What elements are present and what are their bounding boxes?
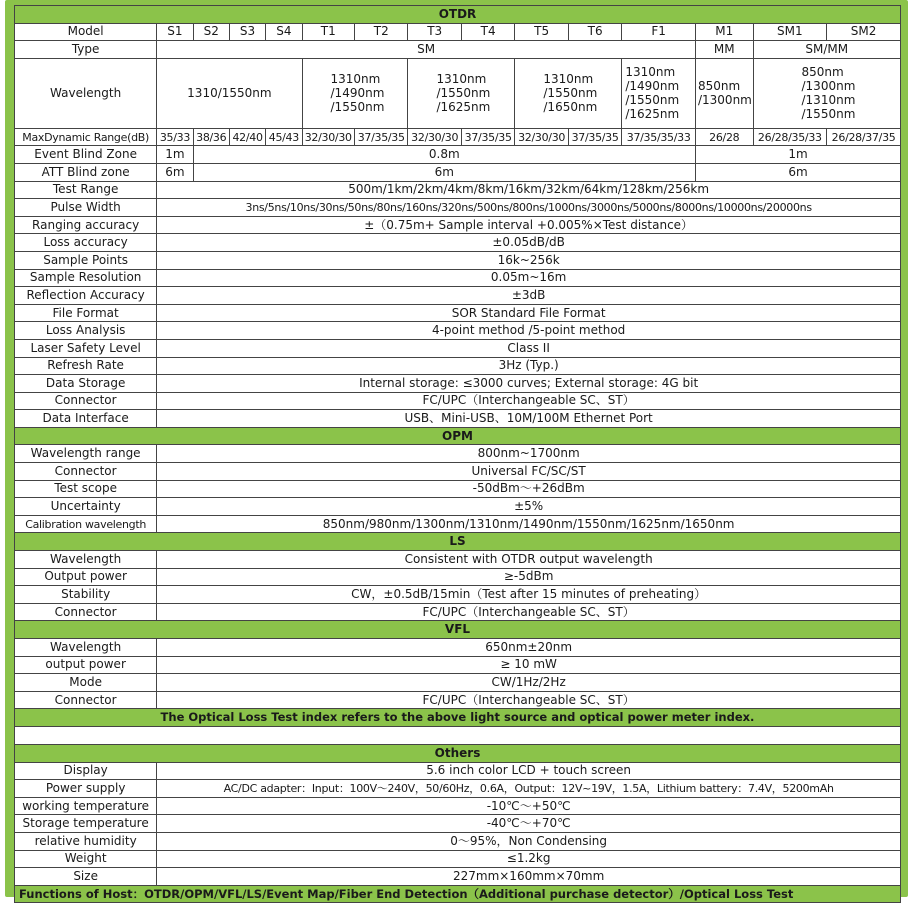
att-blind-right: 6m <box>695 163 900 181</box>
spec-row <box>15 868 901 886</box>
section-title-opm: OPM <box>15 427 901 445</box>
row-label: Loss accuracy <box>15 234 157 252</box>
spec-row <box>15 515 901 533</box>
row-value: -40℃～+70℃ <box>157 815 901 833</box>
dynamic-cell: 32/30/30 <box>515 128 568 146</box>
wavelength-m1 <box>695 58 753 128</box>
wavelength-f1 <box>622 58 696 128</box>
wavelength-line: /1300nm <box>697 93 752 108</box>
model-cell: T6 <box>568 23 621 41</box>
spec-row <box>15 304 901 322</box>
spec-row <box>15 656 901 674</box>
model-cell: T2 <box>354 23 407 41</box>
spec-row <box>15 762 901 780</box>
wavelength-line: /1625nm <box>625 107 680 122</box>
row-label: Data Interface <box>15 410 157 428</box>
otdr-section-row <box>15 6 901 24</box>
model-cell: S3 <box>229 23 265 41</box>
spec-row <box>15 551 901 569</box>
event-blind-mid: 0.8m <box>193 146 695 164</box>
spec-row <box>15 568 901 586</box>
row-value: ±（0.75m+ Sample interval +0.005%×Test distance） <box>157 216 901 234</box>
row-value: 227mm×160mm×70mm <box>157 868 901 886</box>
spec-row <box>15 463 901 481</box>
section-title-otdr: OTDR <box>15 6 901 24</box>
row-value: ≥ 10 mW <box>157 656 901 674</box>
spec-row <box>15 375 901 393</box>
dynamic-cell: 26/28/37/35 <box>827 128 901 146</box>
row-label: Refresh Rate <box>15 357 157 375</box>
dynamic-range-row <box>15 128 901 146</box>
spec-row <box>15 199 901 217</box>
row-value: -10℃～+50℃ <box>157 797 901 815</box>
row-value: 3ns/5ns/10ns/30ns/50ns/80ns/160ns/320ns/500ns/800ns/1000ns/3000ns/5000ns/8000ns/10000ns/20000ns <box>157 199 901 217</box>
wavelength-line: /1550nm <box>543 86 598 101</box>
spec-row <box>15 410 901 428</box>
model-cell: T3 <box>408 23 461 41</box>
model-cell: SM1 <box>753 23 827 41</box>
spec-row <box>15 269 901 287</box>
row-value: AC/DC adapter：Input：100V～240V，50/60Hz，0.6A，Output：12V~19V，1.5A，Lithium battery：7.4V，5200mAh <box>157 780 901 798</box>
section-title-ls: LS <box>15 533 901 551</box>
row-label: Output power <box>15 568 157 586</box>
row-label: Ranging accuracy <box>15 216 157 234</box>
spec-row <box>15 780 901 798</box>
dynamic-cell: 26/28/35/33 <box>753 128 827 146</box>
row-label: Calibration wavelength <box>15 515 157 533</box>
spec-row <box>15 287 901 305</box>
row-value: FC/UPC（Interchangeable SC、ST） <box>157 603 901 621</box>
dynamic-cell: 26/28 <box>695 128 753 146</box>
row-label: Connector <box>15 691 157 709</box>
type-row <box>15 41 901 59</box>
wavelength-line: /1550nm <box>436 86 491 101</box>
dynamic-cell: 32/30/30 <box>302 128 354 146</box>
dynamic-cell: 37/35/35 <box>354 128 407 146</box>
event-blind-row <box>15 146 901 164</box>
row-value: ≤1.2kg <box>157 850 901 868</box>
row-value: 16k~256k <box>157 251 901 269</box>
row-label: Connector <box>15 603 157 621</box>
wavelength-line: /1650nm <box>543 100 598 115</box>
model-cell: S4 <box>266 23 302 41</box>
row-label: Wavelength range <box>15 445 157 463</box>
spec-row <box>15 639 901 657</box>
att-blind-s1: 6m <box>157 163 193 181</box>
wavelength-line: 850nm <box>697 79 741 94</box>
others-section-row <box>15 744 901 762</box>
model-cell: S2 <box>193 23 229 41</box>
row-value: 4-point method /5-point method <box>157 322 901 340</box>
spec-row <box>15 586 901 604</box>
blank-cell <box>15 726 901 744</box>
row-value: -50dBm～+26dBm <box>157 480 901 498</box>
model-cell: SM2 <box>827 23 901 41</box>
spec-row <box>15 480 901 498</box>
wavelength-s: 1310/1550nm <box>157 58 302 128</box>
row-label: working temperature <box>15 797 157 815</box>
spec-row <box>15 445 901 463</box>
row-value: USB、Mini-USB、10M/100M Ethernet Port <box>157 410 901 428</box>
section-title-others: Others <box>15 744 901 762</box>
wavelength-line: /1550nm <box>330 100 385 115</box>
spec-row <box>15 691 901 709</box>
row-value: FC/UPC（Interchangeable SC、ST） <box>157 392 901 410</box>
row-value: Universal FC/SC/ST <box>157 463 901 481</box>
row-label: Laser Safety Level <box>15 339 157 357</box>
row-label: Sample Resolution <box>15 269 157 287</box>
type-sm: SM <box>157 41 696 59</box>
spec-row <box>15 797 901 815</box>
row-label-att-blind: ATT Blind zone <box>15 163 157 181</box>
row-value: SOR Standard File Format <box>157 304 901 322</box>
dynamic-cell: 37/35/35 <box>461 128 514 146</box>
wavelength-line: 1310nm <box>436 72 487 87</box>
ls-section-row <box>15 533 901 551</box>
row-label: Mode <box>15 674 157 692</box>
row-value: FC/UPC（Interchangeable SC、ST） <box>157 691 901 709</box>
row-label: Pulse Width <box>15 199 157 217</box>
att-blind-mid: 6m <box>193 163 695 181</box>
wavelength-row <box>15 58 901 128</box>
spec-row <box>15 498 901 516</box>
row-label-model: Model <box>15 23 157 41</box>
row-label-type: Type <box>15 41 157 59</box>
spec-row <box>15 850 901 868</box>
spec-table <box>14 5 901 903</box>
model-row <box>15 23 901 41</box>
row-value: 500m/1km/2km/4km/8km/16km/32km/64km/128km/256km <box>157 181 901 199</box>
row-value: CW/1Hz/2Hz <box>157 674 901 692</box>
type-mm: MM <box>695 41 753 59</box>
spec-row <box>15 181 901 199</box>
spec-row <box>15 832 901 850</box>
section-title-vfl: VFL <box>15 621 901 639</box>
wavelength-line: /1550nm <box>625 93 680 108</box>
row-value: ±3dB <box>157 287 901 305</box>
row-value: 5.6 inch color LCD + touch screen <box>157 762 901 780</box>
row-label: Connector <box>15 463 157 481</box>
row-label: Stability <box>15 586 157 604</box>
wavelength-line: 1310nm <box>330 72 381 87</box>
wavelength-line: /1625nm <box>436 100 491 115</box>
spec-row <box>15 357 901 375</box>
row-value: 650nm±20nm <box>157 639 901 657</box>
wavelength-line: 1310nm <box>625 65 676 80</box>
model-cell: S1 <box>157 23 193 41</box>
row-label: output power <box>15 656 157 674</box>
dynamic-cell: 38/36 <box>193 128 229 146</box>
row-label: Size <box>15 868 157 886</box>
host-functions-footer: Functions of Host：OTDR/OPM/VFL/LS/Event Map/Fiber End Detection（Additional purchase detector）/Optical Loss Test <box>15 885 901 903</box>
row-label: Test scope <box>15 480 157 498</box>
wavelength-line: /1490nm <box>330 86 385 101</box>
row-label: Data Storage <box>15 375 157 393</box>
footer-row <box>15 885 901 903</box>
row-label: Loss Analysis <box>15 322 157 340</box>
type-smmm: SM/MM <box>753 41 901 59</box>
spec-row <box>15 339 901 357</box>
vfl-section-row <box>15 621 901 639</box>
model-cell: T5 <box>515 23 568 41</box>
spec-row <box>15 322 901 340</box>
row-value: CW，±0.5dB/15min（Test after 15 minutes of preheating） <box>157 586 901 604</box>
row-label: Power supply <box>15 780 157 798</box>
wavelength-line: /1300nm <box>801 79 856 94</box>
wavelength-line: 850nm <box>801 65 844 80</box>
att-blind-row <box>15 163 901 181</box>
row-value: Consistent with OTDR output wavelength <box>157 551 901 569</box>
row-value: ±0.05dB/dB <box>157 234 901 252</box>
row-label: relative humidity <box>15 832 157 850</box>
wavelength-t56 <box>515 58 622 128</box>
dynamic-cell: 35/33 <box>157 128 193 146</box>
spec-row <box>15 216 901 234</box>
spec-row <box>15 234 901 252</box>
row-value: ±5% <box>157 498 901 516</box>
row-label-dynamic-range: MaxDynamic Range(dB) <box>15 128 157 146</box>
row-label-event-blind: Event Blind Zone <box>15 146 157 164</box>
event-blind-s1: 1m <box>157 146 193 164</box>
row-value: Class II <box>157 339 901 357</box>
row-value: 0～95%，Non Condensing <box>157 832 901 850</box>
note-row <box>15 709 901 727</box>
spec-row <box>15 603 901 621</box>
spec-row <box>15 815 901 833</box>
row-label: Storage temperature <box>15 815 157 833</box>
row-label: Uncertainty <box>15 498 157 516</box>
row-label: Test Range <box>15 181 157 199</box>
model-cell: M1 <box>695 23 753 41</box>
row-value: 800nm~1700nm <box>157 445 901 463</box>
model-cell: T4 <box>461 23 514 41</box>
wavelength-sm <box>753 58 901 128</box>
row-value: Internal storage: ≤3000 curves; External storage: 4G bit <box>157 375 901 393</box>
opm-section-row <box>15 427 901 445</box>
dynamic-cell: 42/40 <box>229 128 265 146</box>
spec-row <box>15 674 901 692</box>
dynamic-cell: 32/30/30 <box>408 128 461 146</box>
blank-row <box>15 726 901 744</box>
dynamic-cell: 45/43 <box>266 128 302 146</box>
spec-row <box>15 392 901 410</box>
row-value: 0.05m~16m <box>157 269 901 287</box>
row-value: 850nm/980nm/1300nm/1310nm/1490nm/1550nm/1625nm/1650nm <box>157 515 901 533</box>
wavelength-line: /1550nm <box>801 107 856 122</box>
row-label: Connector <box>15 392 157 410</box>
model-cell: T1 <box>302 23 354 41</box>
dynamic-cell: 37/35/35/33 <box>622 128 696 146</box>
row-label: Weight <box>15 850 157 868</box>
row-value: ≥-5dBm <box>157 568 901 586</box>
optical-loss-note: The Optical Loss Test index refers to the above light source and optical power meter index. <box>15 709 901 727</box>
row-label: Display <box>15 762 157 780</box>
row-label: File Format <box>15 304 157 322</box>
row-value: 3Hz (Typ.) <box>157 357 901 375</box>
wavelength-t34 <box>408 58 515 128</box>
spec-row <box>15 251 901 269</box>
event-blind-right: 1m <box>695 146 900 164</box>
wavelength-line: /1490nm <box>625 79 680 94</box>
row-label: Wavelength <box>15 639 157 657</box>
row-label: Reflection Accuracy <box>15 287 157 305</box>
row-label: Sample Points <box>15 251 157 269</box>
dynamic-cell: 37/35/35 <box>568 128 621 146</box>
model-cell: F1 <box>622 23 696 41</box>
row-label: Wavelength <box>15 551 157 569</box>
row-label-wavelength: Wavelength <box>15 58 157 128</box>
wavelength-line: 1310nm <box>543 72 594 87</box>
wavelength-line: /1310nm <box>801 93 856 108</box>
wavelength-t12 <box>302 58 408 128</box>
